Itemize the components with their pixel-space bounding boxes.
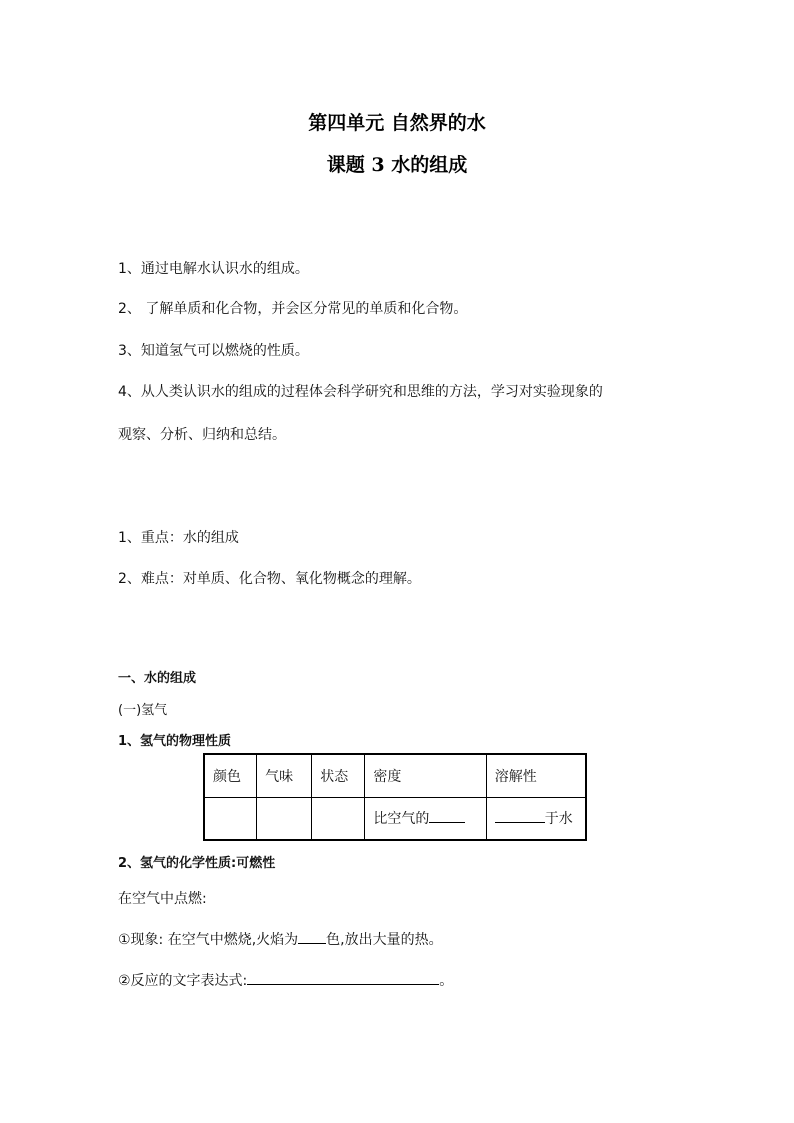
header-state: 状态 xyxy=(312,754,365,797)
lesson-title: 课题 3 水的组成 xyxy=(326,154,468,176)
reaction-prefix: ②反应的文字表达式: xyxy=(118,973,248,989)
cell-density xyxy=(365,797,486,840)
table-row xyxy=(204,797,586,840)
objective-4: 4、从人类认识水的组成的过程体会科学研究和思维的方法，学习对实验现象的 xyxy=(118,384,603,400)
cell-solubility xyxy=(486,797,586,840)
cell-odor[interactable] xyxy=(257,797,312,840)
reaction-expression-blank[interactable] xyxy=(247,972,439,985)
density-prefix: 比空气的 xyxy=(373,811,430,828)
flame-color-blank[interactable] xyxy=(298,931,326,944)
difficult-point: 2、难点：对单质、化合物、氧化物概念的理解。 xyxy=(118,571,421,587)
section-heading: 一、水的组成 xyxy=(118,671,197,686)
phenomenon-suffix: 色,放出大量的热。 xyxy=(326,932,443,948)
solubility-blank[interactable] xyxy=(495,810,545,823)
physical-properties-table xyxy=(203,753,587,841)
key-point: 1、重点：水的组成 xyxy=(118,530,239,546)
header-odor: 气味 xyxy=(257,754,312,797)
objective-2: 2、 了解单质和化合物，并会区分常见的单质和化合物。 xyxy=(118,301,468,317)
chemical-properties-label: 2、氢气的化学性质:可燃性 xyxy=(118,856,276,871)
section-subheading: (一)氢气 xyxy=(118,703,168,718)
header-density: 密度 xyxy=(365,754,486,797)
phenomenon-prefix: ①现象: 在空气中燃烧,火焰为 xyxy=(118,932,299,948)
cell-state[interactable] xyxy=(312,797,365,840)
header-solubility: 溶解性 xyxy=(486,754,586,797)
physical-properties-label: 1、氢气的物理性质 xyxy=(118,734,232,749)
objective-4-continued: 观察、分析、归纳和总结。 xyxy=(118,427,286,443)
cell-color[interactable] xyxy=(204,797,257,840)
table-header-row xyxy=(204,754,586,797)
reaction-line xyxy=(118,970,453,990)
solubility-suffix: 于水 xyxy=(544,811,573,828)
phenomenon-line xyxy=(118,929,443,949)
density-blank[interactable] xyxy=(429,810,465,823)
objective-3: 3、知道氢气可以燃烧的性质。 xyxy=(118,343,309,359)
objective-1: 1、通过电解水认识水的组成。 xyxy=(118,261,309,277)
unit-title: 第四单元 自然界的水 xyxy=(308,112,486,134)
ignite-label: 在空气中点燃: xyxy=(118,891,207,907)
header-color: 颜色 xyxy=(204,754,257,797)
reaction-suffix: 。 xyxy=(439,973,454,989)
